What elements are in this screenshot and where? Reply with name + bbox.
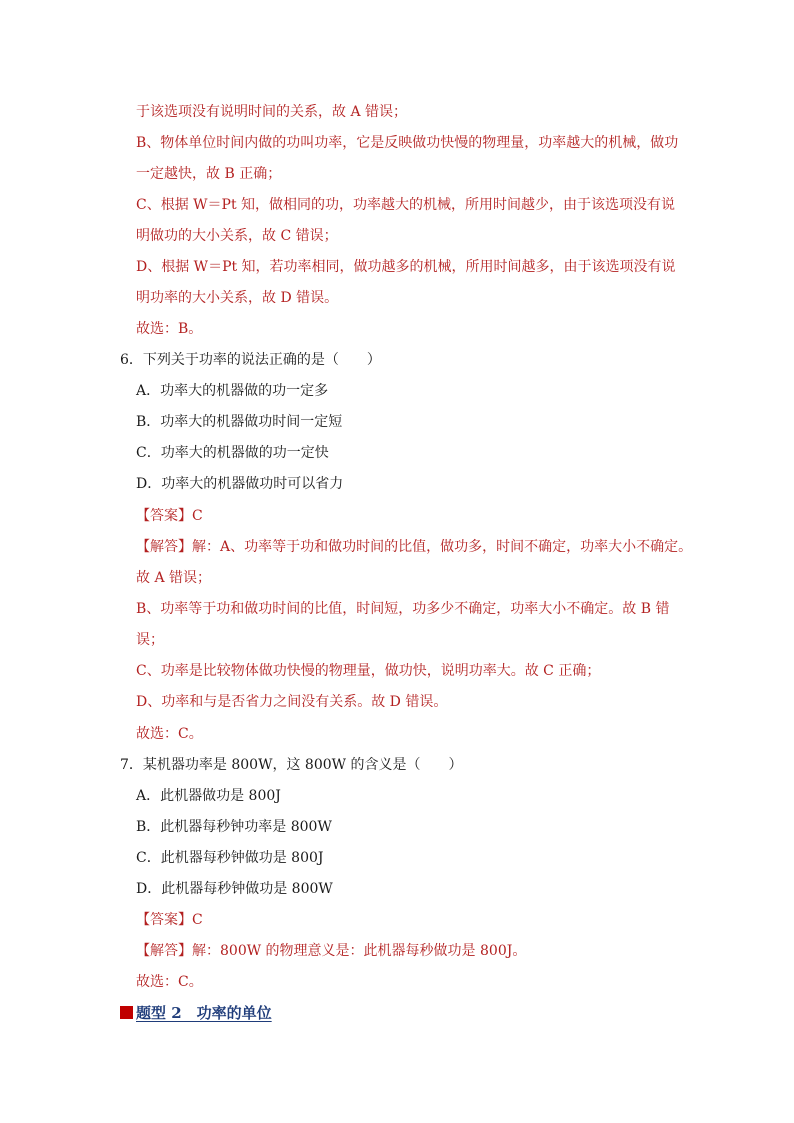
answer-text-line: 于该选项没有说明时间的关系，故 A 错误； (136, 104, 408, 120)
answer-text-line: 误； (136, 632, 164, 648)
answer-text-line: 故选：C。 (136, 974, 203, 990)
question-text-line: B．功率大的机器做功时间一定短 (136, 414, 343, 430)
answer-text-line: C、根据 W＝Pt 知，做相同的功，功率越大的机械，所用时间越少，由于该选项没有说 (136, 197, 676, 213)
answer-text-line: 故 A 错误； (136, 570, 212, 586)
answer-text-line: C、功率是比较物体做功快慢的物理量，做功快，说明功率大。故 C 正确； (136, 663, 601, 679)
question-text-line: D．功率大的机器做功时可以省力 (136, 476, 344, 492)
question-text-line: 7．某机器功率是 800W，这 800W 的含义是（ ） (120, 757, 463, 773)
answer-text-line: 【解答】解：800W 的物理意义是：此机器每秒做功是 800J。 (136, 943, 527, 959)
answer-text-line: 故选：B。 (136, 321, 203, 337)
question-text-line: A．功率大的机器做的功一定多 (136, 383, 329, 399)
answer-text-line: D、根据 W＝Pt 知，若功率相同，做功越多的机械，所用时间越多，由于该选项没有说 (136, 259, 676, 275)
answer-text-line: D、功率和与是否省力之间没有关系。故 D 错误。 (136, 694, 448, 710)
answer-text-line: 【解答】解：A、功率等于功和做功时间的比值，做功多，时间不确定，功率大小不确定。 (136, 539, 693, 555)
answer-text-line: 明做功的大小关系，故 C 错误； (136, 228, 338, 244)
question-text-line: C．此机器每秒钟做功是 800J (136, 850, 324, 866)
section-heading (120, 1001, 272, 1023)
heading-marker-icon (120, 1006, 133, 1019)
question-text-line: A．此机器做功是 800J (136, 788, 281, 804)
question-text-line: D．此机器每秒钟做功是 800W (136, 881, 333, 897)
answer-text-line: 明功率的大小关系，故 D 错误。 (136, 290, 339, 306)
answer-text-line: B、功率等于功和做功时间的比值，时间短，功多少不确定，功率大小不确定。故 B 错 (136, 601, 670, 617)
answer-text-line: 故选：C。 (136, 726, 203, 742)
section-heading-text: 题型 2 功率的单位 (136, 1003, 272, 1022)
answer-text-line: 【答案】C (136, 508, 203, 524)
question-text-line: 6．下列关于功率的说法正确的是（ ） (120, 352, 381, 368)
answer-text-line: B、物体单位时间内做的功叫功率，它是反映做功快慢的物理量，功率越大的机械，做功 (136, 135, 679, 151)
answer-text-line: 【答案】C (136, 912, 203, 928)
answer-text-line: 一定越快，故 B 正确； (136, 166, 282, 182)
question-text-line: B．此机器每秒钟功率是 800W (136, 819, 332, 835)
question-text-line: C．功率大的机器做的功一定快 (136, 445, 329, 461)
